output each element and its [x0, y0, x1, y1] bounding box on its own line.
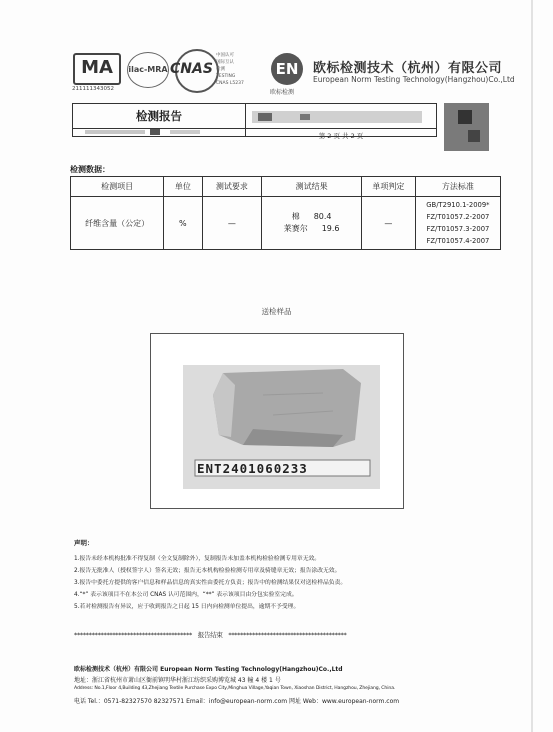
cnas-side-line: CNAS L5237	[216, 81, 244, 86]
judgement: —	[361, 197, 415, 250]
ma-logo: MA	[73, 53, 121, 85]
end-stars: ****************************************	[74, 631, 193, 639]
cnas-side-line: 中国认可	[216, 53, 234, 58]
result-line	[262, 223, 361, 235]
result-line	[262, 211, 361, 223]
report-end-text: 报告结束	[197, 631, 223, 639]
company-name-en: European Norm Testing Technology(Hangzhou)Co.,Ltd	[313, 75, 515, 84]
ilac-mra-logo: ilac-MRA	[127, 52, 169, 88]
company-name-cn: 欧标检测技术（杭州）有限公司	[313, 61, 503, 76]
table-row	[71, 197, 501, 250]
cnas-side-line: TESTING	[216, 74, 236, 79]
footer-contact: 电话 Tel.：0571-82327570 82327571 Email：info@european-norm.com 网址 Web：www.european-norm.com	[74, 698, 400, 705]
note-item: 4.“*” 表示该项目不在本公司 CNAS 认可范围内，“**” 表示该项目由分包实验室完成。	[74, 592, 298, 598]
redacted-block	[150, 129, 160, 135]
footer-company: 欧标检测技术（杭州）有限公司 European Norm Testing Technology(Hangzhou)Co.,Ltd	[74, 666, 343, 673]
standard-line: FZ/T01057.2-2007	[426, 213, 490, 221]
fiber-name: 棉	[291, 212, 300, 221]
note-item: 3.报告中委托方提供的客户信息和样品信息的真实性由委托方负责；报告中的检测结果仅对送检样品负责。	[74, 580, 347, 586]
redacted-block	[300, 114, 310, 120]
test-item: 纤维含量（公定）	[71, 197, 164, 250]
divider	[245, 128, 437, 129]
test-results	[262, 197, 362, 250]
note-item: 1.报告未经本机构批准不得复制（全文复制除外），复制报告未加盖本机构检验检测专用章无效。	[74, 556, 321, 562]
report-end-line	[74, 630, 494, 639]
redacted-qr-code	[458, 110, 472, 124]
redacted-block	[170, 130, 200, 134]
footer-address-en: Address: No.1,Floor 4,Building 43,Zhejiang Textile Purchase Expo City,Minghua Village,Yaqian Town, Xiaoshan District, Hangzhou, Zhejiang, China.	[74, 686, 396, 691]
footer-address-cn: 地址：浙江省杭州市萧山区衙前镇明华村浙江纺织采购博览城 43 幢 4 楼 1 号	[74, 677, 281, 684]
report-title: 检测报告	[136, 109, 182, 123]
sample-title: 送检样品	[261, 307, 292, 316]
fabric-fold	[213, 373, 235, 437]
data-section-title: 检测数据：	[70, 165, 110, 174]
sample-label-text: ENT2401060233	[197, 461, 308, 476]
cnas-side-text	[216, 52, 246, 87]
standard-line: FZ/T01057.3-2007	[426, 225, 490, 233]
ma-number: 211111343052	[72, 86, 114, 92]
cnas-logo: CNAS	[170, 61, 213, 77]
cnas-side-line: 国际互认	[216, 60, 234, 65]
standard-line: GB/T2910.1-2009*	[426, 201, 490, 209]
en-company-logo: EN	[271, 53, 303, 85]
column-header: 检测项目	[71, 177, 164, 197]
page-edge	[531, 0, 533, 732]
column-header: 方法标准	[415, 177, 500, 197]
column-header: 测试要求	[202, 177, 262, 197]
column-header: 测试结果	[262, 177, 362, 197]
redacted-qr-code	[468, 130, 480, 142]
redacted-block	[252, 111, 422, 123]
fiber-value: 80.4	[313, 212, 332, 221]
note-item: 2.报告无批准人（授权签字人）签名无效；报告无本机构检验检测专用章及骑缝章无效；报告涂改无效。	[74, 568, 341, 574]
end-stars: ****************************************	[228, 631, 347, 639]
note-item: 5.若对检测报告有异议，应于收到报告之日起 15 日内向检测单位提出，逾期不予受理。	[74, 604, 300, 610]
column-header: 单位	[164, 177, 202, 197]
test-data-table	[70, 176, 501, 250]
page-info: 第 2 页 共 2 页	[318, 132, 364, 140]
table-header-row	[71, 177, 501, 197]
redacted-block	[258, 113, 272, 121]
en-logo-caption: 欧标检测	[270, 89, 295, 96]
cnas-side-line: 检测	[216, 67, 225, 72]
unit: %	[164, 197, 202, 250]
standard-line: FZ/T01057.4-2007	[426, 237, 490, 245]
notes-title: 声明：	[74, 539, 94, 547]
fiber-value: 19.6	[321, 224, 340, 233]
method-standards	[415, 197, 500, 250]
redacted-block	[85, 130, 145, 134]
fiber-name: 莱赛尔	[283, 224, 308, 233]
column-header: 单项判定	[361, 177, 415, 197]
requirement: —	[202, 197, 262, 250]
